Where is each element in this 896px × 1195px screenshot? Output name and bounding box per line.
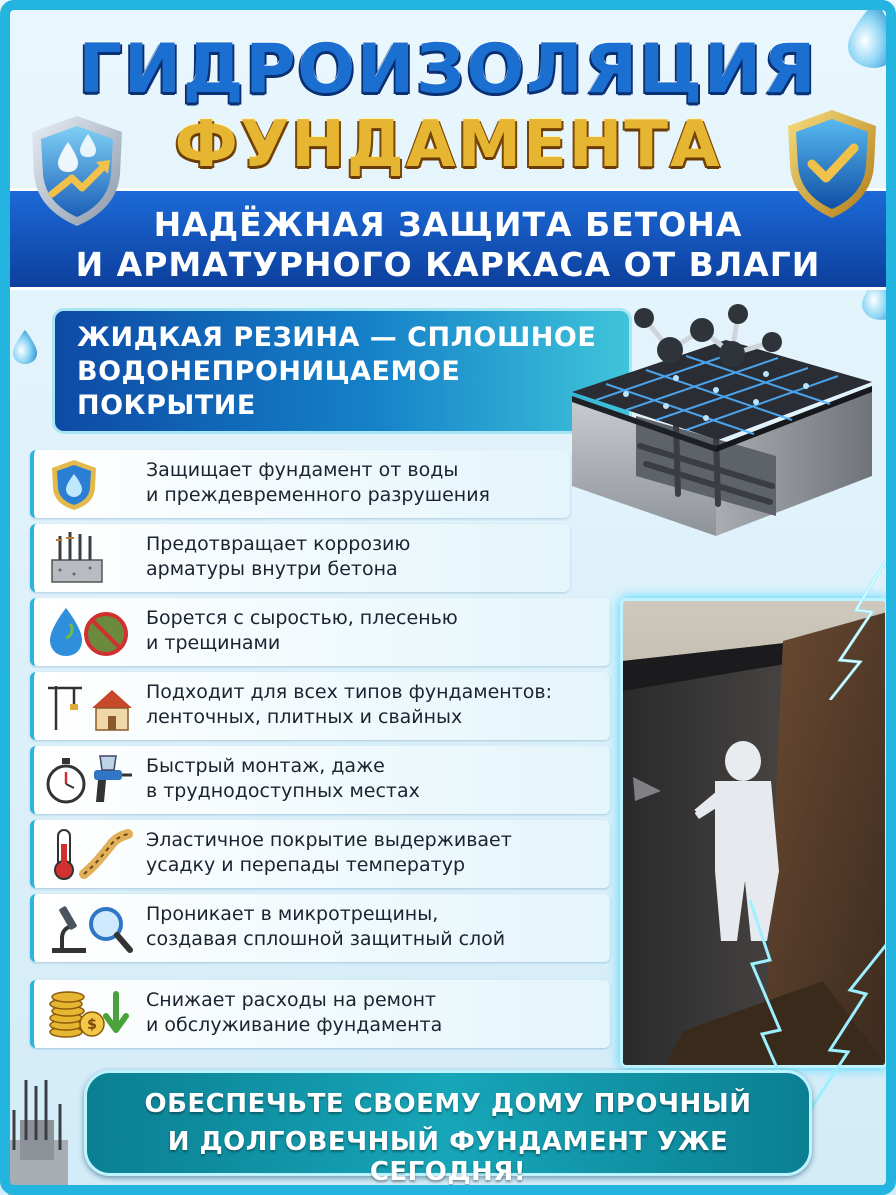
title-line-2: ФУНДАМЕНТА bbox=[174, 108, 722, 182]
feature-line-2: усадку и перепады температур bbox=[146, 854, 466, 876]
feature-line-1: Быстрый монтаж, даже bbox=[146, 755, 385, 777]
section-line-2: ВОДОНЕПРОНИЦАЕМОЕ bbox=[77, 356, 461, 387]
feature-item bbox=[30, 672, 610, 740]
subtitle-banner bbox=[0, 188, 896, 290]
feature-line-2: и обслуживание фундамента bbox=[146, 1014, 443, 1036]
lightning-icon bbox=[826, 560, 896, 700]
feature-line-2: создавая сплошной защитный слой bbox=[146, 928, 506, 950]
feature-line-1: Защищает фундамент от воды bbox=[146, 459, 459, 481]
feature-line-2: арматуры внутри бетона bbox=[146, 558, 398, 580]
stopwatch-spraygun-icon bbox=[44, 752, 134, 808]
rebar-concrete-icon bbox=[44, 530, 134, 586]
feature-item bbox=[30, 524, 570, 592]
shield-check-icon bbox=[782, 108, 882, 220]
crane-house-icon bbox=[44, 678, 134, 734]
cta-line-2: И ДОЛГОВЕЧНЫЙ ФУНДАМЕНТ УЖЕ СЕГОДНЯ! bbox=[167, 1127, 729, 1187]
subtitle-line-1: НАДЁЖНАЯ ЗАЩИТА БЕТОНА bbox=[153, 205, 743, 244]
thermometer-elastic-icon bbox=[44, 826, 134, 882]
water-drop-icon bbox=[12, 330, 38, 364]
call-to-action-banner bbox=[84, 1070, 812, 1187]
shield-drops-icon bbox=[22, 112, 132, 230]
mold-crack-icon bbox=[44, 604, 134, 660]
svg-text:$: $ bbox=[87, 1017, 97, 1033]
feature-line-1: Борется с сыростью, плесенью bbox=[146, 607, 458, 629]
feature-item bbox=[30, 746, 610, 814]
feature-line-1: Предотвращает коррозию bbox=[146, 533, 411, 555]
title-line-1: ГИДРОИЗОЛЯЦИЯ bbox=[78, 30, 818, 109]
feature-item bbox=[30, 450, 570, 518]
feature-line-1: Снижает расходы на ремонт bbox=[146, 989, 437, 1011]
feature-line-1: Проникает в микротрещины, bbox=[146, 903, 439, 925]
shield-drop-icon bbox=[44, 456, 134, 512]
feature-item bbox=[30, 820, 610, 888]
feature-line-2: ленточных, плитных и свайных bbox=[146, 706, 463, 728]
rebar-pillar-icon bbox=[0, 1080, 90, 1195]
subtitle-line-2: И АРМАТУРНОГО КАРКАСА ОТ ВЛАГИ bbox=[75, 245, 821, 284]
feature-line-2: и преждевременного разрушения bbox=[146, 484, 490, 506]
cta-line-1: ОБЕСПЕЧЬТЕ СВОЕМУ ДОМУ ПРОЧНЫЙ bbox=[144, 1089, 752, 1119]
microscope-magnifier-icon bbox=[44, 900, 134, 956]
feature-line-1: Подходит для всех типов фундаментов: bbox=[146, 681, 553, 703]
feature-line-2: и трещинами bbox=[146, 632, 281, 654]
feature-item bbox=[30, 598, 610, 666]
section-line-1: ЖИДКАЯ РЕЗИНА — СПЛОШНОЕ bbox=[77, 322, 597, 353]
coins-savings-icon bbox=[44, 986, 134, 1042]
concrete-block-illustration bbox=[566, 296, 878, 541]
feature-line-1: Эластичное покрытие выдерживает bbox=[146, 829, 512, 851]
feature-item bbox=[30, 894, 610, 962]
section-header bbox=[52, 308, 632, 434]
section-line-3: ПОКРЫТИЕ bbox=[77, 390, 256, 421]
feature-item bbox=[30, 980, 610, 1048]
feature-line-2: в труднодоступных местах bbox=[146, 780, 420, 802]
